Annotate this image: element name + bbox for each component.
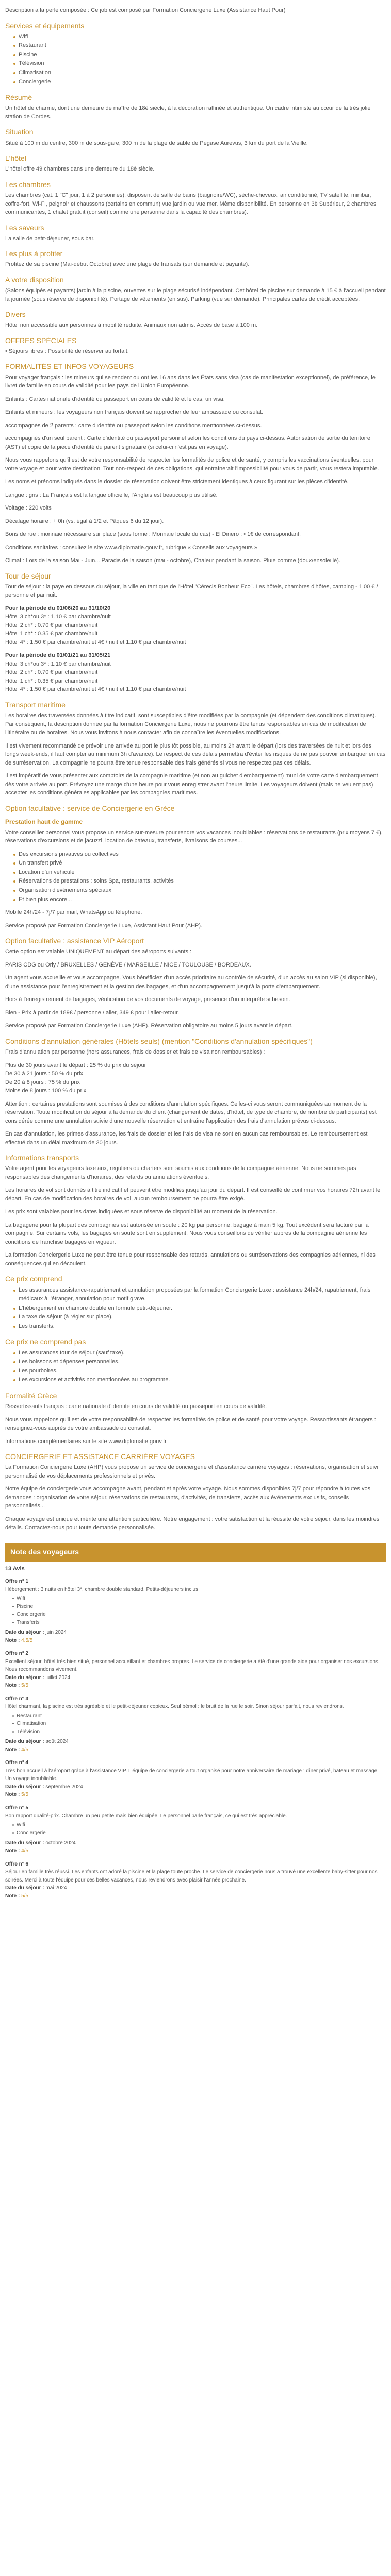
- offres-text: • Séjours libres : Possibilité de réserver au forfait.: [5, 348, 129, 354]
- comprend-list: [5, 1286, 386, 1331]
- rate-line: Hôtel 3 ch*ou 3* : 1.10 € par chambre/nuit: [5, 614, 111, 620]
- review-item: [5, 1759, 386, 1799]
- offres-title: OFFRES SPÉCIALES: [5, 336, 77, 345]
- list-item: Location d'un véhicule: [13, 868, 386, 877]
- review-rating-row: [5, 1746, 386, 1754]
- review-rating-label: Note :: [5, 1637, 20, 1643]
- conditions-lines: [5, 1061, 386, 1095]
- review-rating-label: Note :: [5, 1893, 20, 1899]
- review-text: Hébergement : 3 nuits en hôtel 3*, chambre double standard. Petits-déjeuners inclus.: [5, 1586, 200, 1592]
- option1-p1: Votre conseiller personnel vous propose un service sur-mesure pour rendre vos vacances inoubliables : réservations de restaurants (prix moyens 7 €), réservations d'excursions et de jacuzzi, location de bateaux, transferts, livraisons de courses...: [5, 829, 383, 844]
- transport-p3: Il est impératif de vous présenter aux comptoirs de la compagnie maritime (et non au guichet d'embarquement) muni de votre carte d'embarquement dès votre arrivée au port. Prévoyez une marge d'une heure pour vous enregistrer avant l'heure limite. Les voyageurs doivent (mais ne veulent pas) accepter les conditions générales applicables par les compagnies maritimes.: [5, 773, 378, 796]
- rate-line: Hôtel 1 ch* : 0.35 € par chambre/nuit: [5, 631, 98, 637]
- option2-p4: Hors à l'enregistrement de bagages, vérification de vos documents de voyage, présence d'un interprète si besoin.: [5, 996, 290, 1003]
- list-item: Les assurances tour de séjour (sauf taxe).: [13, 1349, 386, 1358]
- review-title: Offre n° 1: [5, 1579, 29, 1585]
- review-date-label: Date du séjour :: [5, 1739, 44, 1745]
- review-rating: 5/5: [21, 1792, 29, 1798]
- info-p1: Votre agent pour les voyageurs taxe aux, réguliers ou charters sont soumis aux conditions de la compagnie aérienne. Nous ne sommes pas responsables des changements d'horaires, des retards ou annulations éventuels.: [5, 1165, 356, 1180]
- formalites-p9: Voltage : 220 volts: [5, 505, 52, 512]
- list-item: Les assurances assistance-rapatriement et annulation proposées par la formation Conciergerie Luxe : assistance 24h/24, rapatriement, frais médicaux à l'étranger, annulation pour motif grave.: [13, 1286, 386, 1304]
- list-item: Wifi: [12, 1821, 386, 1829]
- resume-title: Résumé: [5, 93, 32, 102]
- conditions-title: Conditions d'annulation générales (Hôtels seuls) (mention "Conditions d'annulation spécifiques"): [5, 1037, 313, 1045]
- list-item: Piscine: [12, 1603, 386, 1611]
- list-item: Restaurant: [12, 1712, 386, 1720]
- grece-title: Formalité Grèce: [5, 1392, 57, 1400]
- formalites-p4: accompagnés de 2 parents : carte d'identité ou passeport selon les conditions mentionnées ci-dessus.: [5, 422, 262, 429]
- hotel-title: L'hôtel: [5, 154, 26, 163]
- dispo-title: A votre disposition: [5, 275, 64, 284]
- condition-line: De 20 à 8 jours : 75 % du prix: [5, 1079, 80, 1086]
- review-date: juillet 2024: [45, 1674, 71, 1681]
- review-date-row: [5, 1738, 386, 1746]
- list-item: Conciergerie: [12, 1611, 386, 1619]
- ne-comprend-list: [5, 1349, 386, 1385]
- info-title: Informations transports: [5, 1154, 79, 1162]
- option2-p3: Un agent vous accueille et vous accompagne. Vous bénéficiez d'un accès prioritaire au contrôle de sécurité, d'un accès au salon VIP (si disponible), d'une assistance pour l'enregistrement et la gestion des bagages, et d'un accompagnement jusqu'à la porte d'embarquement.: [5, 975, 377, 990]
- review-rating-label: Note :: [5, 1848, 20, 1854]
- review-date-row: [5, 1629, 386, 1637]
- hotel-text: L'hôtel offre 49 chambres dans une demeure du 18è siècle.: [5, 166, 155, 173]
- formalites-p6: Nous vous rappelons qu'il est de votre responsabilité de respecter les formalités de police et de santé, y compris les vaccinations éventuelles, pour votre voyage et pour votre destination. Tout non-respect de ces obligations, qui entraînerait l'impossibilité pour vous de partir, vous restera imputable.: [5, 457, 379, 472]
- info-p2: Les horaires de vol sont donnés à titre indicatif et peuvent être modifiés jusqu'au jour du départ. Il est conseillé de confirmer vos horaires 72h avant le départ. En cas de modification des horaires de vol, aucun remboursement ne pourra être exigé.: [5, 1187, 381, 1202]
- review-rating-row: [5, 1682, 386, 1690]
- list-item: Climatisation: [12, 1720, 386, 1728]
- list-item: Les transferts.: [13, 1322, 386, 1331]
- review-item: [5, 1578, 386, 1645]
- review-date-label: Date du séjour :: [5, 1784, 44, 1790]
- saveurs-title: Les saveurs: [5, 223, 44, 232]
- conditions-p1: Frais d'annulation par personne (hors assurances, frais de dossier et frais de visa non remboursables) :: [5, 1049, 265, 1056]
- formalites-p3: Enfants et mineurs : les voyageurs non français doivent se rapprocher de leur ambassade ou consulat.: [5, 409, 264, 416]
- rate-line: Hôtel 1 ch* : 0.35 € par chambre/nuit: [5, 677, 98, 684]
- period-heading: Pour la période du 01/01/21 au 31/05/21: [5, 652, 111, 659]
- list-item: Les boissons et dépenses personnelles.: [13, 1358, 386, 1367]
- list-item: Télévision: [13, 59, 386, 69]
- review-text: Hôtel charmant, la piscine est très agréable et le petit-déjeuner copieux. Seul bémol : le bruit de la rue le soir. Sinon séjour parfait, nous reviendrons.: [5, 1704, 344, 1710]
- review-date: juin 2024: [45, 1630, 67, 1636]
- list-item: Conciergerie: [13, 78, 386, 87]
- tour-period: [5, 604, 386, 647]
- list-item: Transferts: [12, 1619, 386, 1627]
- saveurs-text: La salle de petit-déjeuner, sous bar.: [5, 235, 95, 242]
- concierge-title: CONCIERGERIE ET ASSISTANCE CARRIÈRE VOYAGES: [5, 1452, 195, 1461]
- review-date-row: [5, 1839, 386, 1848]
- review-title: Offre n° 5: [5, 1805, 29, 1811]
- grece-p2: Nous vous rappelons qu'il est de votre responsabilité de respecter les formalités de police et de santé pour votre voyage. Ressortissants étrangers : renseignez-vous auprès de votre ambassade ou consulat.: [5, 1416, 376, 1432]
- review-date-label: Date du séjour :: [5, 1630, 44, 1636]
- dispo-text: (Salons équipés et payants) jardin à la piscine, ouvertes sur le plage sécurisé indépendant. Cet hôtel de piscine sur demande à 15 € à l'accueil pendant la journée (sous réserve de disponibilité). Portage de vêtements (en sus). Parking (vue sur demande). Principales cartes de crédit acceptées.: [5, 287, 386, 302]
- formalites-p13: Climat : Lors de la saison Mai - Juin... Paradis de la saison (mai - octobre), Chaleur pendant la saison. Pluie comme (doux/ensoleillé).: [5, 557, 340, 564]
- option2-title: Option facultative : assistance VIP Aéroport: [5, 937, 144, 945]
- conditions-p3: En cas d'annulation, les primes d'assurance, les frais de dossier et les frais de visa ne sont en aucun cas remboursables. Le remboursement est effectué dans un délai maximum de 30 jours.: [5, 1131, 368, 1146]
- formalites-p12: Conditions sanitaires : consultez le site www.diplomatie.gouv.fr, rubrique « Conseils aux voyageurs »: [5, 544, 257, 551]
- option1-subtitle: Prestation haut de gamme: [5, 818, 83, 825]
- review-rating-row: [5, 1892, 386, 1901]
- list-item: Restaurant: [13, 41, 386, 50]
- option1-p3: Service proposé par Formation Conciergerie Luxe, Assistant Haut Pour (AHP).: [5, 922, 203, 929]
- services-title: Services et équipements: [5, 21, 85, 30]
- chambres-text: Les chambres (cat. 1 "C" jour, 1 à 2 personnes), disposent de salle de bains (baignoire/WC), sèche-cheveux, air conditionné, TV satellite, minibar, coffre-fort, Wi-Fi, peignoir et chaussons (certains en commun) vue jardin ou vue mer. Même disponibilité. En personne en 3è Supérieur, 2 chambres communicantes, 1 chalet gratuit (conseil) comme une personne dans la capacité des chambres).: [5, 192, 377, 215]
- formalites-p7: Les noms et prénoms indiqués dans le dossier de réservation doivent être strictement identiques à ceux figurant sur les pièces d'identité.: [5, 479, 349, 485]
- review-date: octobre 2024: [45, 1840, 76, 1846]
- list-item: Wifi: [12, 1595, 386, 1603]
- option2-p5: Bien - Prix à partir de 189€ / personne / aller, 349 € pour l'aller-retour.: [5, 1009, 180, 1016]
- profiter-text: Profitez de sa piscine (Mai-début Octobre) avec une plage de transats (sur demande et payante).: [5, 261, 250, 268]
- review-text: Très bon accueil à l'aéroport grâce à l'assistance VIP. L'équipe de conciergerie a tout organisé pour notre anniversaire de mariage : dîner privé, bateau et massage. Un voyage inoubliable.: [5, 1768, 379, 1782]
- review-date-row: [5, 1884, 386, 1892]
- review-rating-label: Note :: [5, 1792, 20, 1798]
- review-date-row: [5, 1783, 386, 1791]
- reviews-banner: Note des voyageurs: [5, 1543, 386, 1562]
- list-item: Un transfert privé: [13, 859, 386, 868]
- services-list: [5, 32, 386, 87]
- info-p5: La formation Conciergerie Luxe ne peut être tenue pour responsable des retards, annulations ou surréservations des compagnies aériennes, ni des conséquences qui en découlent.: [5, 1252, 376, 1267]
- divers-title: Divers: [5, 310, 26, 319]
- list-item: Climatisation: [13, 69, 386, 78]
- tour-text: Tour de séjour : la paye en dessous du séjour, la ville en tant que de l'Hôtel "Cérecis Bonheur Eco". Les hôtels, chambres d'hôtes, camping - 1.00 € / personne et par nuit.: [5, 583, 378, 599]
- review-rating: 5/5: [21, 1893, 29, 1899]
- option2-p6: Service proposé par Formation Conciergerie Luxe (AHP). Réservation obligatoire au moins 5 jours avant le départ.: [5, 1023, 293, 1029]
- transport-p1: Les horaires des traversées données à titre indicatif, sont susceptibles d'être modifiées par la compagnie (et dépendent des conditions climatiques). Par conséquent, la description donnée par la formation Conciergerie Luxe, nous ne pourrons être tenus responsables en cas de modification de l'itinéraire ou de horaires. Nous vous invitons à nous contacter afin de connaître les éventuelles modifications.: [5, 713, 377, 736]
- review-features: [5, 1595, 386, 1626]
- rate-line: Hôtel 2 ch* : 0.70 € par chambre/nuit: [5, 669, 98, 676]
- list-item: Des excursions privatives ou collectives: [13, 850, 386, 859]
- tour-period-2: [5, 651, 386, 694]
- option1-list: [5, 850, 386, 905]
- option1-title: Option facultative : service de Conciergerie en Grèce: [5, 804, 175, 812]
- review-text: Bon rapport qualité-prix. Chambre un peu petite mais bien équipée. Le personnel parle français, ce qui est très appréciable.: [5, 1813, 287, 1819]
- formalites-p1: Pour voyager français : les mineurs qui se rendent ou ont les 16 ans dans les États sans visa (cas de manifestation exceptionnel), de préférence, le livret de famille en cours de validité pour les pays de l'Union Européenne.: [5, 374, 376, 389]
- chambres-title: Les chambres: [5, 180, 51, 189]
- concierge-p2: Notre équipe de conciergerie vous accompagne avant, pendant et après votre voyage. Nous sommes disponibles 7j/7 pour répondre à toutes vos demandes : organisation de votre séjour, réservations de restaurants, d'activités, de transferts, accès aux événements exclusifs, conseils personnalisés...: [5, 1486, 371, 1510]
- review-text: Séjour en famille très réussi. Les enfants ont adoré la piscine et la plage toute proche. Le service de conciergerie nous a trouvé une excellente baby-sitter pour nos soirées. Merci à toute l'équipe pour ces belles vacances, nous reviendrons avec plaisir l'année prochaine.: [5, 1869, 378, 1883]
- reviews-list: [5, 1578, 386, 1900]
- review-rating: 5/5: [21, 1683, 29, 1689]
- review-item: [5, 1860, 386, 1901]
- intro-text: Description à la perle composée : Ce job est composé par Formation Conciergerie Luxe (Assistance Haut Pour): [5, 7, 286, 13]
- list-item: Télévision: [12, 1728, 386, 1736]
- formalites-p10: Décalage horaire : + 0h (vs. égal à 1/2 et Pâques 6 du 12 jour).: [5, 518, 164, 524]
- situation-text: Situé à 100 m du centre, 300 m de sous-gare, 300 m de la plage de sable de Pégase Aurevus, 3 km du port de la Vieille.: [5, 140, 308, 146]
- review-rating-row: [5, 1847, 386, 1855]
- divers-text: Hôtel non accessible aux personnes à mobilité réduite. Animaux non admis. Accès de base à 100 m.: [5, 322, 258, 329]
- concierge-p3: Chaque voyage est unique et mérite une attention particulière. Notre engagement : votre satisfaction et la réussite de votre séjour, dans les moindres détails. Contactez-nous pour toute demande personnalisée.: [5, 1516, 380, 1531]
- review-date: mai 2024: [45, 1885, 67, 1891]
- list-item: Organisation d'événements spéciaux: [13, 886, 386, 895]
- option2-p2: PARIS CDG ou Orly / BRUXELLES / GENÈVE / MARSEILLE / NICE / TOULOUSE / BORDEAUX.: [5, 961, 251, 968]
- review-title: Offre n° 4: [5, 1760, 29, 1766]
- list-item: L'hébergement en chambre double en formule petit-déjeuner.: [13, 1304, 386, 1313]
- tour-title: Tour de séjour: [5, 571, 51, 580]
- condition-line: De 30 à 21 jours : 50 % du prix: [5, 1071, 84, 1077]
- option2-p1: Cette option est valable UNIQUEMENT au départ des aéroports suivants :: [5, 948, 192, 955]
- formalites-p8: Langue : gris : La Français est la langue officielle, l'Anglais est beaucoup plus utilisé.: [5, 492, 218, 498]
- transport-title: Transport maritime: [5, 700, 66, 709]
- review-date-label: Date du séjour :: [5, 1885, 44, 1891]
- review-features: [5, 1821, 386, 1837]
- profiter-title: Les plus à profiter: [5, 249, 63, 258]
- rate-line: Hôtel 4* : 1.50 € par chambre/nuit et 4€ / nuit et 1.10 € par chambre/nuit: [5, 686, 186, 693]
- review-rating: 4/5: [21, 1747, 29, 1753]
- info-p3: Les prix sont valables pour les dates indiquées et sous réserve de disponibilité au moment de la réservation.: [5, 1209, 278, 1215]
- review-features: [5, 1712, 386, 1736]
- review-rating: 4/5: [21, 1848, 29, 1854]
- review-rating-row: [5, 1791, 386, 1799]
- review-date: septembre 2024: [45, 1784, 83, 1790]
- info-p4: La bagagerie pour la plupart des compagnies est autorisée en soute : 20 kg par personne, bagage à main 5 kg. Tout excédent sera facturé par la compagnie. Sur certains vols, les bagages en soute sont en supplément. Nous vous conseillons de vérifier auprès de la compagnie aérienne les conditions de franchise bagages en vigueur.: [5, 1222, 369, 1245]
- list-item: Les excursions et activités non mentionnées au programme.: [13, 1376, 386, 1385]
- review-rating: 4.5/5: [21, 1637, 33, 1643]
- grece-p3: Informations complémentaires sur le site www.diplomatie.gouv.fr: [5, 1438, 167, 1445]
- review-item: [5, 1650, 386, 1690]
- review-title: Offre n° 2: [5, 1651, 29, 1657]
- formalites-p2: Enfants : Cartes nationale d'identité ou passeport en cours de validité et le cas, un visa.: [5, 396, 225, 402]
- review-item: [5, 1804, 386, 1855]
- review-date-row: [5, 1674, 386, 1682]
- list-item: Et bien plus encore...: [13, 895, 386, 905]
- option1-p2: Mobile 24h/24 - 7j/7 par mail, WhatsApp ou téléphone.: [5, 909, 142, 916]
- list-item: Les pourboires.: [13, 1367, 386, 1376]
- ne-comprend-title: Ce prix ne comprend pas: [5, 1337, 86, 1346]
- formalites-title: FORMALITÉS ET INFOS VOYAGEURS: [5, 362, 134, 371]
- rate-line: Hôtel 4* : 1.50 € par chambre/nuit et 4€ / nuit et 1.10 € par chambre/nuit: [5, 639, 186, 646]
- review-rating-row: [5, 1637, 386, 1645]
- review-date: août 2024: [45, 1739, 69, 1745]
- grece-p1: Ressortissants français : carte nationale d'identité en cours de validité ou passeport en cours de validité.: [5, 1403, 267, 1410]
- list-item: Piscine: [13, 50, 386, 60]
- formalites-p11: Bons de rue : monnaie nécessaire sur place (sous forme : Monnaie locale du cas) - El Dinero ; • 1€ de correspondant.: [5, 531, 301, 538]
- rate-line: Hôtel 3 ch*ou 3* : 1.10 € par chambre/nuit: [5, 660, 111, 667]
- review-date-label: Date du séjour :: [5, 1840, 44, 1846]
- review-rating-label: Note :: [5, 1747, 20, 1753]
- review-rating-label: Note :: [5, 1683, 20, 1689]
- review-title: Offre n° 3: [5, 1696, 29, 1702]
- situation-title: Situation: [5, 128, 34, 137]
- review-date-label: Date du séjour :: [5, 1674, 44, 1681]
- formalites-p5: accompagnés d'un seul parent : Carte d'identité ou passeport personnel selon les conditions du pays ci-dessus. Autorisation de sortie du territoire (AST) et copie de la pièce d'identité du parent signataire (si celui-ci n'est pas en voyage).: [5, 435, 371, 450]
- list-item: Wifi: [13, 32, 386, 42]
- conditions-p2: Attention : certaines prestations sont soumises à des conditions d'annulation spécifiques. Celles-ci vous seront communiquées au moment de la réservation. Toute modification du séjour à la demande du client (changement de dates, d'hôtel, de type de chambre, de nombre de participants) est considérée comme une annulation suivie d'une nouvelle réservation et entraîne l'application des frais d'annulation prévus ci-dessus.: [5, 1100, 377, 1124]
- list-item: Conciergerie: [12, 1829, 386, 1837]
- review-title: Offre n° 6: [5, 1861, 29, 1867]
- period-heading: Pour la période du 01/06/20 au 31/10/20: [5, 605, 111, 612]
- list-item: Réservations de prestations : soins Spa, restaurants, activités: [13, 877, 386, 886]
- condition-line: Moins de 8 jours : 100 % du prix: [5, 1088, 87, 1094]
- comprend-title: Ce prix comprend: [5, 1275, 62, 1283]
- resume-text: Un hôtel de charme, dont une demeure de maître de 18è siècle, à la décoration raffinée et authentique. Un cadre intimiste au cœur de la très jolie station de Cordes.: [5, 105, 371, 120]
- rate-line: Hôtel 2 ch* : 0.70 € par chambre/nuit: [5, 622, 98, 629]
- condition-line: Plus de 30 jours avant le départ : 25 % du prix du séjour: [5, 1062, 146, 1069]
- review-item: [5, 1695, 386, 1754]
- list-item: La taxe de séjour (à régler sur place).: [13, 1313, 386, 1322]
- concierge-p1: La Formation Conciergerie Luxe (AHP) vous propose un service de conciergerie et d'assistance carrière voyages : réservations, organisation et suivi personnalisé de vos déplacements professionnels et privés.: [5, 1464, 378, 1479]
- review-text: Excellent séjour, hôtel très bien situé, personnel accueillant et chambres propres. Le service de conciergerie a été d'une grande aide pour organiser nos excursions. Nous recommandons vivement.: [5, 1658, 380, 1673]
- reviews-count: 13 Avis: [5, 1565, 25, 1572]
- transport-p2: Il est vivement recommandé de prévoir une arrivée au port le plus tôt possible, au moins 2h avant le départ (lors des traversées de nuit et lors des longs week-ends, il faut compter au minimum 3h d'avance). Le respect de ces délais permettra d'éviter les risques de ne pas pouvoir embarquer en cas de surréservation. La compagnie ne pourra être tenue responsable des frais générés si vous ne respectez pas ces délais.: [5, 742, 386, 766]
